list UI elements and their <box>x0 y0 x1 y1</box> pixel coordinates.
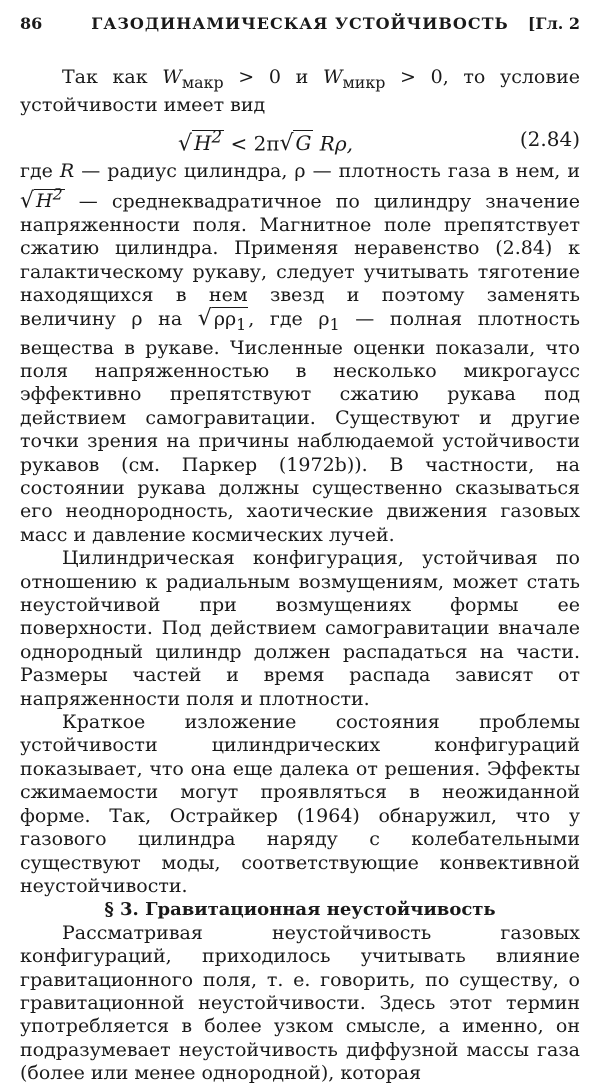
paragraph-4: Краткое изложение состояния проблемы устойчивости цилиндрических конфигураций показывает, что она еще далека от решения. Эффекты сжимаемости могут проявляться в неожиданной форме. Так, Острайкер (1964) обнаружил, что у газового цилиндра наряду с колебательными существуют моды, соответствующие конвективной неустойчивости. <box>20 711 580 897</box>
paragraph-2: где R — радиус цилиндра, ρ — плотность газа в нем, и √ $H^2$ — среднеквадратичное по цилиндру значение напряженности поля. Магнитное поле препятствует сжатию цилиндра. Применяя неравенство (2.84) к галактическому рукаву, следует учитывать тяготение находящихся в нем звезд и поэтому заменять величину ρ на √ $\rho\rho_1$ , где $\rho_1$ — полная плотность вещества в рукаве. Численные оценки показали, что поля напряженностью в несколько микрогаусс эффективно препятствуют сжатию рукава под действием самогравитации. Существуют и другие точки зрения на причины наблюдаемой устойчивости рукавов (см. Паркер (1972b)). В частности, на состоянии рукава должны существенно сказываться его неоднородность, хаотические движения газовых масс и давление космических лучей. <box>20 159 580 546</box>
paragraph-5: Рассматривая неустойчивость газовых конфигураций, приходилось учитывать влияние гравитационного поля, т. е. говорить, по существу, о гравитационной неустойчивости. Здесь этот термин употребляется в более узком смысле, а именно, он подразумевает неустойчивость диффузной массы газа (более или менее однородной), которая <box>20 921 580 1085</box>
subscript-makr: макр <box>181 72 224 92</box>
equation-number: (2.84) <box>519 126 580 151</box>
page-header <box>20 14 580 40</box>
running-title: ГАЗОДИНАМИЧЕСКАЯ УСТОЙЧИВОСТЬ <box>91 14 509 33</box>
chapter-marker: [Гл. 2 <box>527 14 580 33</box>
equation-expression: √ $H^2 < 2\pi√$ G Rρ, <box>178 127 353 157</box>
equation-2-84 <box>20 122 580 158</box>
paragraph-1: Так как $W_{макр} > 0$ и $W_{микр} > 0$, то условие устойчивости имеет вид <box>20 66 580 117</box>
subscript-mikr: микр <box>342 72 386 92</box>
sqrt-symbol: √ $H^2$ <box>178 127 223 157</box>
section-heading: § 3. Гравитационная неустойчивость <box>104 899 496 921</box>
page-number: 86 <box>20 14 43 33</box>
page-body <box>20 66 580 1086</box>
paragraph-3: Цилиндрическая конфигурация, устойчивая по отношению к радиальным возмущениям, может стать неустойчивой при возмущениях формы ее поверхности. Под действием самогравитации вначале однородный цилиндр должен распадаться на части. Размеры частей и время распада зависят от напряженности поля и плотности. <box>20 547 580 710</box>
